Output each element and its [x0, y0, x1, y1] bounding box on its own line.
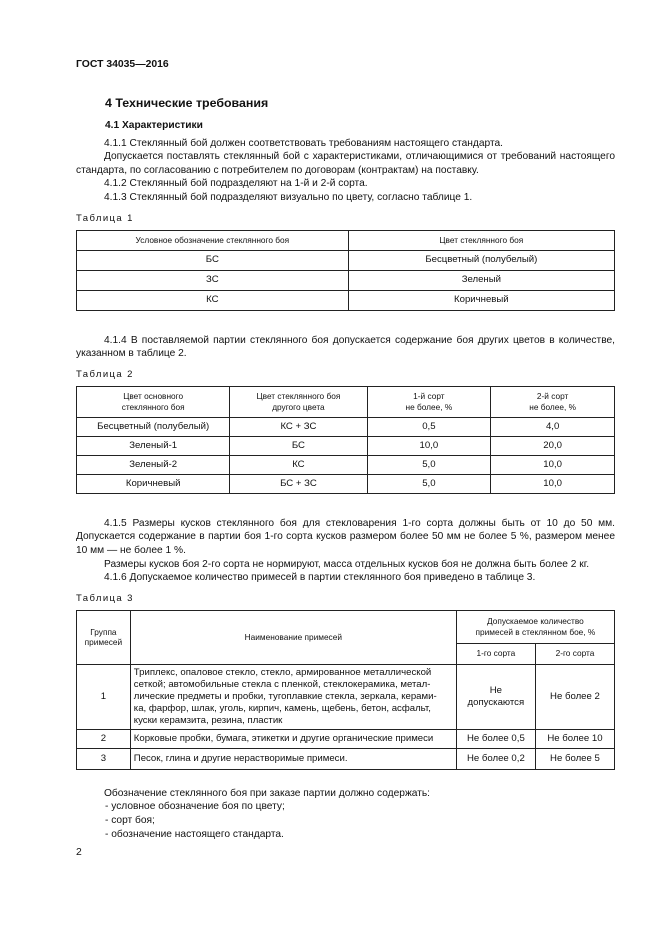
table-cell: Корковые пробки, бумага, этикетки и другие органические примеси — [130, 729, 456, 748]
table-cell: Не более 10 — [535, 729, 614, 748]
table-cell: 1 — [77, 664, 131, 729]
paragraph-4-1-6: 4.1.6 Допускаемое количество примесей в партии стеклянного боя приведено в таблице 3. — [104, 572, 536, 584]
table-header-cell: Наименование примесей — [130, 610, 456, 664]
table-cell: КС — [230, 455, 367, 474]
table-cell: БС — [230, 436, 367, 455]
table-cell: 4,0 — [491, 417, 615, 436]
table-row — [77, 270, 615, 290]
section-title: 4 Технические требования — [105, 95, 269, 110]
paragraph-4-1-4: 4.1.4 В поставляемой партии стеклянного боя допускается содержание боя других цветов в количестве, указанном в таблице 2. — [76, 334, 615, 360]
paragraph-4-1-5: 4.1.5 Размеры кусков стеклянного боя для стекловарения 1-го сорта должны быть от 10 до 50 мм. Допускается содержание в партии боя 1-го сорта кусков размером более 50 мм не более 5 %, размером менее 10 мм — не более 1 %. — [76, 517, 615, 556]
table-header-cell: Условное обозначение стеклянного боя — [77, 230, 349, 250]
table-row — [77, 455, 615, 474]
page-number: 2 — [76, 847, 82, 858]
spacer — [76, 770, 615, 787]
table-cell: 20,0 — [491, 436, 615, 455]
table-cell: 5,0 — [367, 455, 491, 474]
table-row — [77, 436, 615, 455]
table-cell: 3 — [77, 748, 131, 769]
table-row — [77, 748, 615, 769]
table-2 — [76, 386, 615, 494]
table-row — [77, 290, 615, 310]
table-header-cell: 1-го сорта — [456, 643, 535, 664]
table-cell: Зеленый — [348, 270, 614, 290]
paragraph-4-1-3: 4.1.3 Стеклянный бой подразделяют визуально по цвету, согласно таблице 1. — [104, 191, 473, 203]
table-row — [77, 729, 615, 748]
table-cell: Триплекс, опаловое стекло, стекло, армированное металлической сеткой; автомобильные стекла с пленкой, стеклокерамика, метал- лические предметы и пробки, тугоплавкие стекла, зеркала, керами- ка, фарфор, шлак, уголь, кирпич, камень, щебень, бетон, асфальт, куски керамзита, резина, пластик — [130, 664, 456, 729]
table-row — [77, 417, 615, 436]
table3-caption: Таблица 3 — [76, 592, 134, 604]
paragraph-4-1-2: 4.1.2 Стеклянный бой подразделяют на 1-й и 2-й сорта. — [104, 178, 368, 190]
table-cell: Не более 0,5 — [456, 729, 535, 748]
table-header-cell: Цвет стеклянного боя — [348, 230, 614, 250]
paragraph-4-1-1-note: Допускается поставлять стеклянный бой с характеристиками, отличающимися от требований настоящего стандарта, по согласованию с потребителем по договорам (контрактам) на поставку. — [76, 151, 615, 176]
table-header-row — [77, 386, 615, 417]
table-cell: 5,0 — [367, 474, 491, 493]
table-3 — [76, 610, 615, 770]
table-header-cell: 2-й сорт не более, % — [491, 386, 615, 417]
table-1 — [76, 230, 615, 311]
table-cell: 10,0 — [491, 455, 615, 474]
table-row — [77, 250, 615, 270]
table2-caption: Таблица 2 — [76, 368, 134, 380]
table-cell: 2 — [77, 729, 131, 748]
table-cell: Коричневый — [77, 474, 230, 493]
table-cell: КС — [77, 290, 349, 310]
table-cell: Песок, глина и другие нерастворимые примеси. — [130, 748, 456, 769]
table-row — [77, 474, 615, 493]
table-cell: Не более 0,2 — [456, 748, 535, 769]
table-row — [77, 664, 615, 729]
table-cell: КС + ЗС — [230, 417, 367, 436]
table-cell: Не более 5 — [535, 748, 614, 769]
table-header-cell: 2-го сорта — [535, 643, 614, 664]
table-cell: БС + ЗС — [230, 474, 367, 493]
table-cell: 10,0 — [367, 436, 491, 455]
list-item: - условное обозначение боя по цвету; — [105, 801, 285, 813]
table-header-cell: Группа примесей — [77, 610, 131, 664]
paragraph-closing: Обозначение стеклянного боя при заказе партии должно содержать: — [104, 787, 431, 799]
list-item: - обозначение настоящего стандарта. — [105, 828, 284, 840]
table-header-row — [77, 230, 615, 250]
table-cell: 10,0 — [491, 474, 615, 493]
list-item: - сорт боя; — [105, 814, 155, 826]
subsection-title: 4.1 Характеристики — [105, 119, 203, 131]
table-cell: 0,5 — [367, 417, 491, 436]
document-header: ГОСТ 34035—2016 — [76, 59, 169, 70]
paragraph-4-1-5-note: Размеры кусков боя 2-го сорта не нормируют, масса отдельных кусков боя не должна быть более 2 кг. — [104, 558, 590, 570]
table-header-cell: Цвет основного стеклянного боя — [77, 386, 230, 417]
table-cell: ЗС — [77, 270, 349, 290]
table-header-row — [77, 610, 615, 643]
closing-list — [76, 800, 615, 841]
spacer — [76, 311, 615, 334]
table-cell: Бесцветный (полубелый) — [348, 250, 614, 270]
table-header-cell: Цвет стеклянного боя другого цвета — [230, 386, 367, 417]
table-cell: Зеленый-2 — [77, 455, 230, 474]
table-header-cell: Допускаемое количество примесей в стеклянном бое, % — [456, 610, 614, 643]
table-cell: Не более 2 — [535, 664, 614, 729]
table-cell: Зеленый-1 — [77, 436, 230, 455]
table-cell: Не допускаются — [456, 664, 535, 729]
paragraph-4-1-1: 4.1.1 Стеклянный бой должен соответствовать требованиям настоящего стандарта. — [104, 137, 503, 149]
table-cell: БС — [77, 250, 349, 270]
table-cell: Коричневый — [348, 290, 614, 310]
spacer — [76, 494, 615, 517]
table-cell: Бесцветный (полубелый) — [77, 417, 230, 436]
table1-caption: Таблица 1 — [76, 212, 134, 224]
table-header-cell: 1-й сорт не более, % — [367, 386, 491, 417]
